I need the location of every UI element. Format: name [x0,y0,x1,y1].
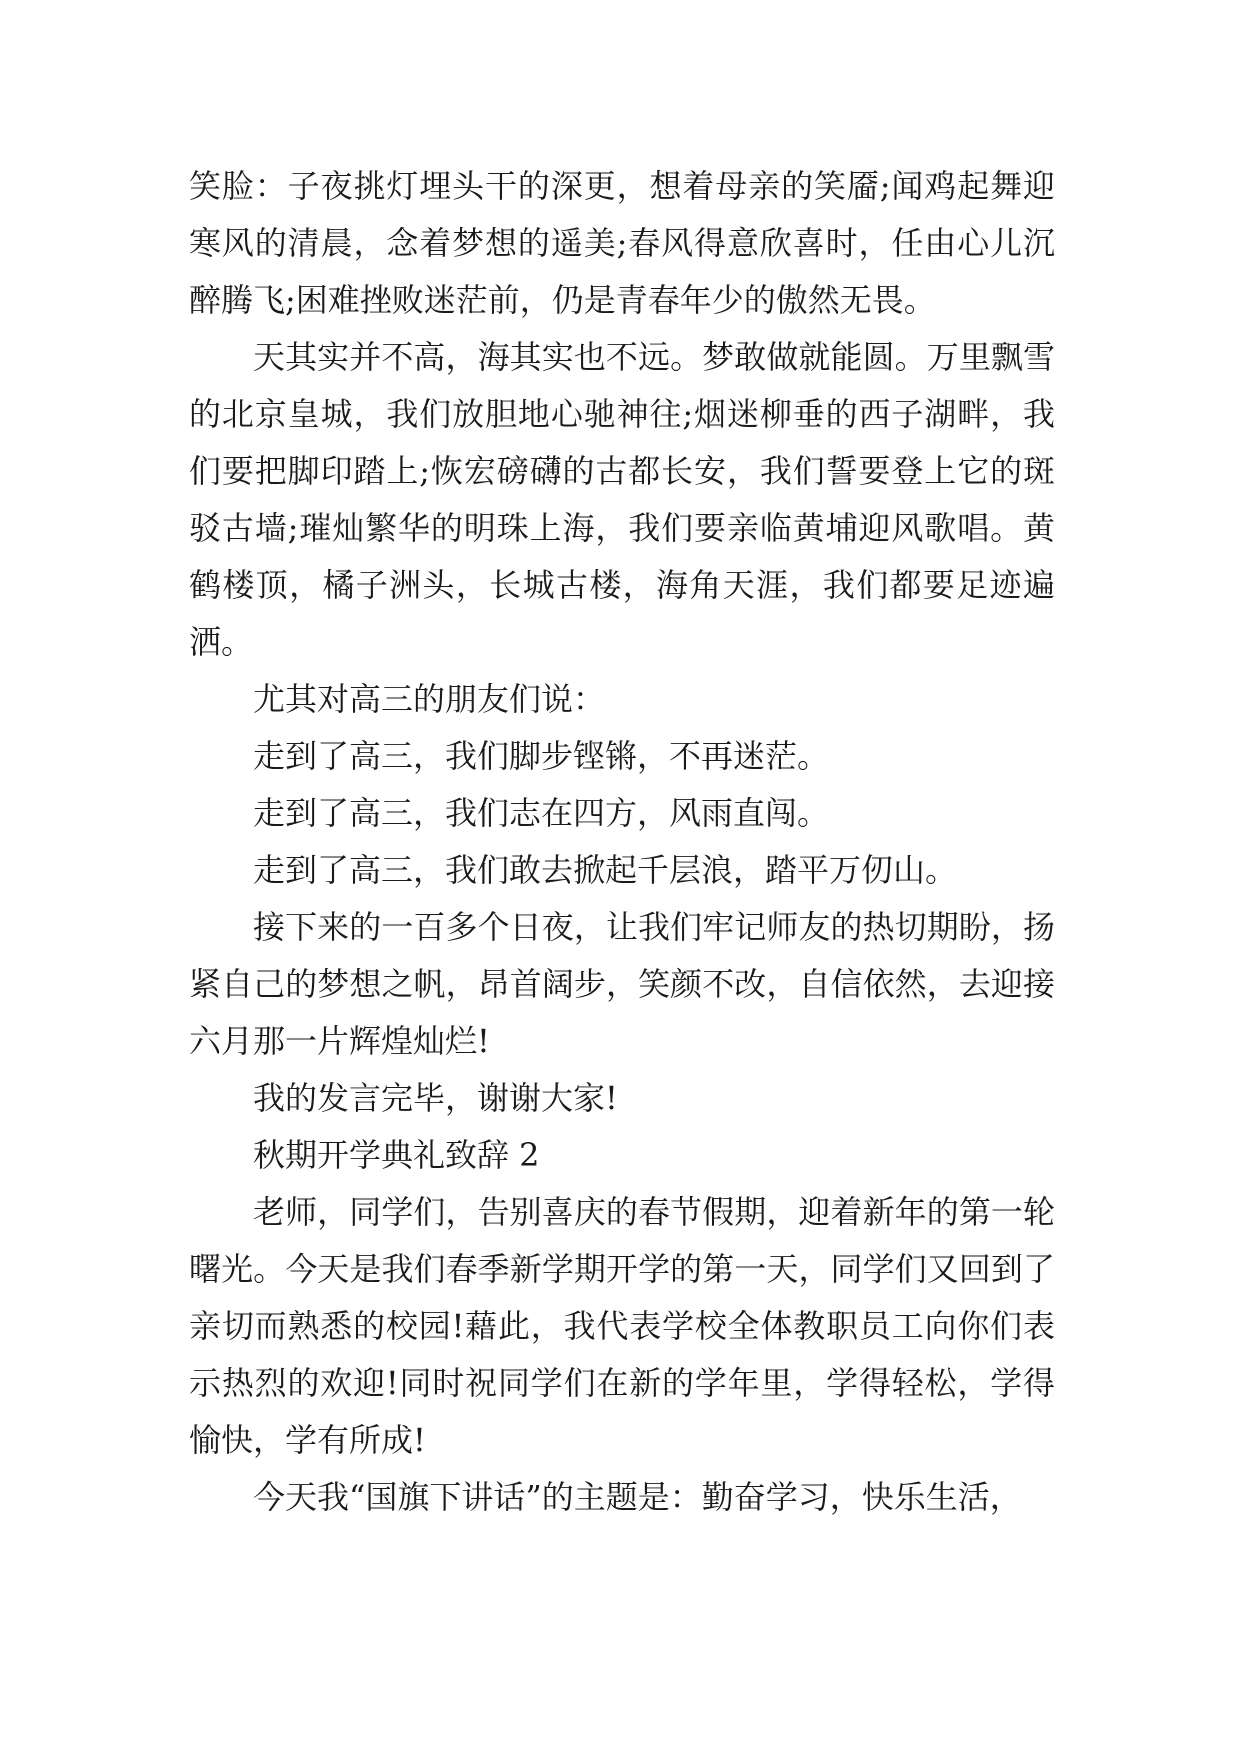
paragraph-next-days: 接下来的一百多个日夜，让我们牢记师友的热切期盼，扬紧自己的梦想之帆，昂首阔步，笑颜不改，自信依然，去迎接六月那一片辉煌灿烂! [189,908,1055,1060]
paragraph-greeting: 老师，同学们，告别喜庆的春节假期，迎着新年的第一轮曙光。今天是我们春季新学期开学的第一天，同学们又回到了亲切而熟悉的校园!藉此，我代表学校全体教职员工向你们表示热烈的欢迎!同时祝同学们在新的学年里，学得轻松，学得愉快，学有所成! [189,1193,1055,1459]
paragraph-dream-cities: 天其实并不高，海其实也不远。梦敢做就能圆。万里飘雪的北京皇城，我们放胆地心驰神往;烟迷柳垂的西子湖畔，我们要把脚印踏上;恢宏磅礴的古都长安，我们誓要登上它的斑驳古墙;璀灿繁华的明珠上海，我们要亲临黄埔迎风歌唱。黄鹤楼顶，橘子洲头，长城古楼，海角天涯，我们都要足迹遍洒。 [189,338,1055,661]
document-body [189,158,1055,1526]
paragraph-senior-line-2: 走到了高三，我们志在四方，风雨直闯。 [253,794,830,832]
paragraph-closing: 我的发言完毕，谢谢大家! [253,1079,618,1117]
section-heading: 秋期开学典礼致辞 2 [253,1136,540,1174]
paragraph-topic: 今天我“国旗下讲话”的主题是：勤奋学习，快乐生活， [253,1478,1022,1516]
paragraph-senior-friends: 尤其对高三的朋友们说： [253,680,606,718]
paragraph-continued: 笑脸：子夜挑灯埋头干的深更，想着母亲的笑靥;闻鸡起舞迎寒风的清晨，念着梦想的遥美;春风得意欣喜时，任由心儿沉醉腾飞;困难挫败迷茫前，仍是青春年少的傲然无畏。 [189,167,1055,319]
paragraph-senior-line-3: 走到了高三，我们敢去掀起千层浪，踏平万仞山。 [253,851,958,889]
paragraph-senior-line-1: 走到了高三，我们脚步铿锵，不再迷茫。 [253,737,830,775]
